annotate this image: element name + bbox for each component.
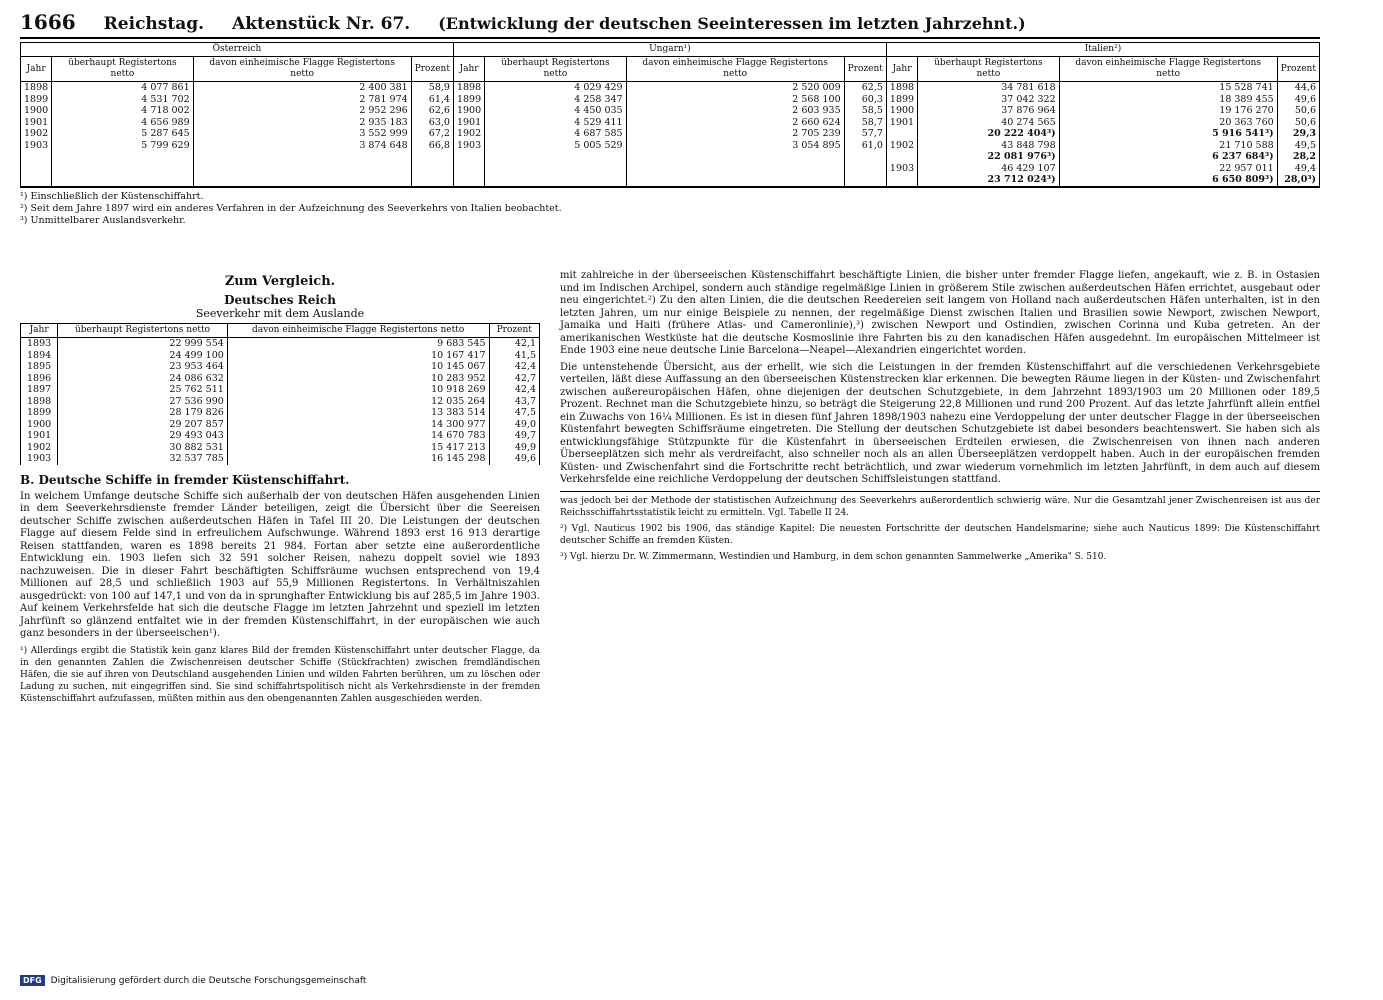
table-row (21, 350, 540, 362)
table-cell-hungary (453, 174, 484, 187)
table-cell: 1897 (21, 384, 58, 396)
table-cell: 15 417 213 (227, 442, 489, 454)
table-cell-italy: 6 650 809³) (1059, 174, 1277, 187)
table-row (21, 453, 540, 465)
table-cell: 12 035 264 (227, 396, 489, 408)
table-cell-austria: 4 718 002 (52, 105, 193, 117)
table-cell-austria: 67,2 (411, 128, 453, 140)
col-total: überhaupt Registertons netto (485, 57, 626, 82)
table-cell-austria (21, 151, 52, 163)
table-cell-hungary: 4 029 429 (485, 82, 626, 94)
footnote: ¹) Einschließlich der Küstenschiffahrt. (20, 190, 204, 202)
table-cell-italy: 37 876 964 (918, 105, 1060, 117)
table-cell-italy (886, 151, 917, 163)
col-total: überhaupt Registertons netto (58, 324, 228, 338)
table-row (21, 361, 540, 373)
table-body (21, 338, 540, 465)
table-cell-italy: 20 363 760 (1059, 117, 1277, 129)
table-cell: 1901 (21, 430, 58, 442)
table-cell-austria: 1899 (21, 94, 52, 106)
col-domestic: davon einheimische Flagge Registertons netto (227, 324, 489, 338)
table-cell-austria: 58,9 (411, 82, 453, 94)
table-cell-hungary (626, 174, 844, 187)
table-cell: 49,6 (489, 453, 539, 465)
table-cell: 49,9 (489, 442, 539, 454)
table-cell-hungary: 57,7 (844, 128, 886, 140)
table-cell-hungary (485, 174, 626, 187)
table-cell-hungary: 2 568 100 (626, 94, 844, 106)
deutsches-reich-subheading: Seeverkehr mit dem Auslande (195, 307, 365, 320)
col-percent: Prozent (844, 57, 886, 82)
table-cell-austria (411, 174, 453, 187)
table-cell-austria: 1898 (21, 82, 52, 94)
table-row (21, 82, 1320, 94)
table-cell: 1896 (21, 373, 58, 385)
table-cell: 32 537 785 (58, 453, 228, 465)
table-cell-italy: 22 957 011 (1059, 163, 1277, 175)
table-row (21, 338, 540, 350)
col-percent: Prozent (489, 324, 539, 338)
table-seeverkehr-ausland (20, 42, 1320, 227)
table-cell-hungary (844, 163, 886, 175)
table-cell-italy: 1900 (886, 105, 917, 117)
table-cell-hungary: 1903 (453, 140, 484, 152)
table-cell-italy: 50,6 (1277, 117, 1319, 129)
table-cell-italy: 22 081 976³) (918, 151, 1060, 163)
col-domestic: davon einheimische Flagge Registertons netto (1059, 57, 1277, 82)
table-cell: 43,7 (489, 396, 539, 408)
table-cell-italy: 46 429 107 (918, 163, 1060, 175)
table-cell-hungary: 58,5 (844, 105, 886, 117)
table-cell: 16 145 298 (227, 453, 489, 465)
table-body (21, 82, 1320, 187)
table-cell-austria: 61,4 (411, 94, 453, 106)
table-cell: 29 493 043 (58, 430, 228, 442)
section-b-paragraph: In welchem Umfange deutsche Schiffe sich außerhalb der von deutschen Häfen ausgehenden Linien in dem Seeverkehrsdienste fremder Länder beteiligen, zeigt die Übersicht über die Seereisen deutscher Schiffe zwischen außerdeutschen Häfen in Tafel III 20. Die Leistungen der deutschen Flagge auf diesem Felde sind in erfreulichem Aufschwunge. Während 1893 erst 16 913 derartige Reisen stattfanden, waren es 1898 bereits 21 984. Fortan aber setzte eine außerordentliche Entwicklung ein. 1903 liefen sich 32 591 solcher Reisen, nahezu doppelt soviel wie 1893 nachzuweisen. Die in dieser Fahrt beschäftigten Schiffsräume wuchsen entsprechend von 19,4 Millionen auf 28,5 und schließlich 1903 auf 55,9 Millionen Registertons. In Verhältniszahlen ausgedrückt: von 100 auf 147,1 und von da in sprunghafter Entwicklung bis auf 285,5 im Jahre 1903. Auf keinem Verkehrsfelde hat sich die deutsche Flagge im letzten Jahrzehnt und speziell im letzten Jahrfünft so glänzend entfaltet wie in der fremden Küstenschiffahrt, in der europäischen wie auch ganz besonders in der überseeischen¹). (20, 490, 540, 639)
page-header (20, 10, 1320, 39)
table-cell-austria: 4 656 989 (52, 117, 193, 129)
table-cell-austria: 5 799 629 (52, 140, 193, 152)
section-label: Reichstag. (103, 14, 205, 34)
table-cell-austria (52, 151, 193, 163)
table-cell: 42,1 (489, 338, 539, 350)
table-cell: 47,5 (489, 407, 539, 419)
table-cell-italy: 29,3 (1277, 128, 1319, 140)
table-cell-italy: 50,6 (1277, 105, 1319, 117)
table-cell-italy: 19 176 270 (1059, 105, 1277, 117)
table-row (21, 140, 1320, 152)
table-cell-italy: 15 528 741 (1059, 82, 1277, 94)
digitization-credit (20, 975, 366, 986)
table-cell-hungary: 2 520 009 (626, 82, 844, 94)
table-cell-austria: 3 874 648 (193, 140, 411, 152)
table-cell-hungary (844, 151, 886, 163)
table-cell-italy: 18 389 455 (1059, 94, 1277, 106)
table-cell-hungary: 4 529 411 (485, 117, 626, 129)
table-row (21, 151, 1320, 163)
table-cell-austria (193, 174, 411, 187)
table-cell-italy: 49,4 (1277, 163, 1319, 175)
table-cell: 22 999 554 (58, 338, 228, 350)
footnote: ²) Seit dem Jahre 1897 wird ein anderes Verfahren in der Aufzeichnung des Seeverkehrs von Italien beobachtet. (20, 202, 562, 214)
text-column (560, 270, 1320, 567)
dfg-logo: DFG (20, 975, 45, 986)
table-cell-hungary: 1898 (453, 82, 484, 94)
table-cell-austria: 63,0 (411, 117, 453, 129)
table-cell: 49,7 (489, 430, 539, 442)
table-cell: 27 536 990 (58, 396, 228, 408)
table-row (21, 396, 540, 408)
table-cell-italy: 23 712 024³) (918, 174, 1060, 187)
col-domestic: davon einheimische Flagge Registertons netto (626, 57, 844, 82)
table-cell: 25 762 511 (58, 384, 228, 396)
table-cell-italy (886, 128, 917, 140)
table-cell-italy: 6 237 684³) (1059, 151, 1277, 163)
table-cell-italy: 28,0³) (1277, 174, 1319, 187)
table-row (21, 94, 1320, 106)
paragraph: mit zahlreiche in der überseeischen Küstenschiffahrt beschäftigte Linien, die bisher unter fremder Flagge liefen, angekauft, wie z. B. in Ostasien und im Indischen Archipel, sondern auch ständige regelmäßige Linien in größerem Stile zwischen außerdeutschen Häfen errichtet, ausgebaut oder neu eingerichtet.²) Zu den alten Linien, die die deutschen Reedereien seit langem von Holland nach außerdeutschen Häfen unterhalten, ist in den letzten Jahren, um nur einige Beispiele zu nennen, der regelmäßige Dienst zwischen Italien und Brasilien sowie Newport, zwischen Newport, Jamaika und Haiti (frühere Atlas- und Cameronlinie),³) zwischen Newport und Ostindien, zwischen Corinna und Kuba getreten. An der amerikanischen Westküste hat die deutsche Kosmoslinie ihre Fahrten bis zu den kanadischen Häfen ausgedehnt. Im europäischen Mittelmeer ist Ende 1903 eine neue deutsche Linie Barcelona—Neapel—Alexandrien eingerichtet worden. (560, 270, 1320, 356)
paragraph: Die untenstehende Übersicht, aus der erhellt, wie sich die Leistungen in der fremden Küstenschiffahrt auf die verschiedenen Verkehrsgebiete verteilen, läßt diese Auffassung an den überseeischen Küstenstrecken klar erkennen. Die bewegten Räume liegen in der Küsten- und Zwischenfahrt zwischen außereuropäischen Häfen, ohne diejenigen der deutschen Schutzgebiete, in dem Jahrzehnt 1893/1903 um 20 Millionen oder 189,5 Prozent. Rechnet man die Schutzgebiete hinzu, so beträgt die Steigerung 22,8 Millionen und rund 200 Prozent. Auf das letzte Jahrfünft allein entfiel ein Zuwachs von 16¼ Millionen. Es ist in diesen fünf Jahren 1898/1903 nahezu eine Verdoppelung der unter deutscher Flagge in der überseeischen Küstenfahrt bewegten Schiffsräume eingetreten. Die Stellung der deutschen Schutzgebiete ist dabei besonders beachtenswert. Sie haben sich als entwicklungsfähige Stützpunkte für die Küstenfahrt in überseeischen Erdteilen erwiesen, die Zwischenreisen von ihnen nach anderen Überseeplätzen sich mehr als verdreifacht, also schneller noch als an allen Überseeplätzen verdoppelt haben. Auch in der europäischen fremden Küsten- und Zwischenfahrt sind die Fortschritte recht beträchtlich, und zwar wiederum vornehmlich im letzten Jahrfünft, in dem auch auf diesem Verkehrsfelde eine reichliche Verdoppelung der deutschen Schiffsleistungen stattfand. (560, 361, 1320, 485)
table-cell: 24 499 100 (58, 350, 228, 362)
table-cell-austria (52, 174, 193, 187)
table-cell: 42,4 (489, 384, 539, 396)
table-cell-hungary: 5 005 529 (485, 140, 626, 152)
table-cell: 23 953 464 (58, 361, 228, 373)
table-cell: 10 283 952 (227, 373, 489, 385)
table-cell: 14 300 977 (227, 419, 489, 431)
table-cell-austria: 1900 (21, 105, 52, 117)
table-cell-hungary (844, 174, 886, 187)
table-cell-austria (411, 163, 453, 175)
table-cell: 1899 (21, 407, 58, 419)
table-cell-italy: 1903 (886, 163, 917, 175)
data-table (20, 42, 1320, 188)
table-cell-hungary (453, 163, 484, 175)
footnotes (560, 491, 1320, 563)
table-cell-italy: 1901 (886, 117, 917, 129)
table-cell-austria: 5 287 645 (52, 128, 193, 140)
table-cell-hungary: 2 705 239 (626, 128, 844, 140)
table-cell-hungary (626, 163, 844, 175)
table-cell: 41,5 (489, 350, 539, 362)
table-cell-hungary: 61,0 (844, 140, 886, 152)
table-cell: 10 167 417 (227, 350, 489, 362)
table-cell-austria (193, 163, 411, 175)
table-cell-austria: 1901 (21, 117, 52, 129)
group-header-hungary: Ungarn¹) (453, 43, 886, 57)
table-cell-italy: 44,6 (1277, 82, 1319, 94)
table-cell-austria (411, 151, 453, 163)
table-cell-austria: 4 077 861 (52, 82, 193, 94)
table-cell: 10 918 269 (227, 384, 489, 396)
table-cell-hungary (485, 151, 626, 163)
table-cell-hungary: 60,3 (844, 94, 886, 106)
table-cell: 29 207 857 (58, 419, 228, 431)
table-cell-italy: 21 710 588 (1059, 140, 1277, 152)
table-cell-hungary: 1901 (453, 117, 484, 129)
table-cell-italy (886, 174, 917, 187)
table-cell-austria (21, 163, 52, 175)
table-cell: 1902 (21, 442, 58, 454)
group-header-austria: Österreich (21, 43, 454, 57)
table-cell-austria: 62,6 (411, 105, 453, 117)
table-cell-hungary: 4 258 347 (485, 94, 626, 106)
table-cell-hungary: 1899 (453, 94, 484, 106)
table-cell-austria: 2 781 974 (193, 94, 411, 106)
table-cell-hungary: 62,5 (844, 82, 886, 94)
footnote: ³) Unmittelbarer Auslandsverkehr. (20, 214, 186, 226)
table-cell: 49,0 (489, 419, 539, 431)
table-cell-italy: 1902 (886, 140, 917, 152)
table-cell-austria: 66,8 (411, 140, 453, 152)
table-row (21, 373, 540, 385)
table-cell-hungary: 2 603 935 (626, 105, 844, 117)
table-cell-hungary: 1902 (453, 128, 484, 140)
table-cell-hungary: 58,7 (844, 117, 886, 129)
page-number: 1666 (20, 10, 76, 34)
table-row (21, 384, 540, 396)
table-cell-hungary (485, 163, 626, 175)
table-cell-austria (21, 174, 52, 187)
table-cell-italy: 43 848 798 (918, 140, 1060, 152)
vergleich-heading: Zum Vergleich. (224, 274, 336, 289)
table-cell-hungary: 2 660 624 (626, 117, 844, 129)
table-row (21, 419, 540, 431)
col-total: überhaupt Registertons netto (52, 57, 193, 82)
table-cell-austria: 1902 (21, 128, 52, 140)
table-footnotes (20, 191, 1320, 227)
table-cell-italy: 40 274 565 (918, 117, 1060, 129)
col-year: Jahr (886, 57, 917, 82)
table-row (21, 128, 1320, 140)
col-year: Jahr (453, 57, 484, 82)
table-cell-austria: 4 531 702 (52, 94, 193, 106)
table-cell-hungary (626, 151, 844, 163)
deutsches-reich-table (20, 323, 540, 465)
table-cell-italy: 37 042 322 (918, 94, 1060, 106)
table-cell: 1900 (21, 419, 58, 431)
table-row (21, 430, 540, 442)
table-cell-hungary: 1900 (453, 105, 484, 117)
footnote: ³) Vgl. hierzu Dr. W. Zimmermann, Westindien und Hamburg, in dem schon genannten Sammelwerke „Amerika" S. 510. (560, 551, 1107, 562)
col-year: Jahr (21, 57, 52, 82)
table-row (21, 163, 1320, 175)
table-cell: 24 086 632 (58, 373, 228, 385)
col-percent: Prozent (411, 57, 453, 82)
table-cell: 1894 (21, 350, 58, 362)
footnote: was jedoch bei der Methode der statistischen Aufzeichnung des Seeverkehrs außerordentlich schwierig wäre. Nur die Gesamtzahl jener Zwischenreisen ist aus der Reichsschiffahrtsstatistik leicht zu ermitteln. Vgl. Tabelle II 24. (560, 495, 1320, 518)
document-number: Aktenstück Nr. 67. (232, 14, 411, 34)
table-cell-austria: 2 952 296 (193, 105, 411, 117)
table-cell: 10 145 067 (227, 361, 489, 373)
table-cell: 28 179 826 (58, 407, 228, 419)
table-cell-austria: 1903 (21, 140, 52, 152)
table-row (21, 442, 540, 454)
table-cell-italy: 1899 (886, 94, 917, 106)
comparison-section (20, 270, 540, 709)
table-cell-austria: 3 552 999 (193, 128, 411, 140)
table-row (21, 117, 1320, 129)
table-cell-italy: 34 781 618 (918, 82, 1060, 94)
table-cell: 42,7 (489, 373, 539, 385)
table-cell-hungary (453, 151, 484, 163)
table-cell-austria: 2 935 183 (193, 117, 411, 129)
credit-text: Digitalisierung gefördert durch die Deutsche Forschungsgemeinschaft (50, 975, 367, 986)
table-row (21, 407, 540, 419)
table-row (21, 105, 1320, 117)
table-cell-italy: 1898 (886, 82, 917, 94)
table-cell-italy: 5 916 541³) (1059, 128, 1277, 140)
table-cell: 1893 (21, 338, 58, 350)
table-cell: 9 683 545 (227, 338, 489, 350)
table-cell-italy: 49,5 (1277, 140, 1319, 152)
table-cell-austria (52, 163, 193, 175)
table-cell-italy: 28,2 (1277, 151, 1319, 163)
section-b-footnote: ¹) Allerdings ergibt die Statistik kein ganz klares Bild der fremden Küstenschiffahrt unter deutscher Flagge, da in den genannten Zahlen die Zwischenreisen deutscher Schiffe (Stückfrachten) zwischen fremdländischen Häfen, die sie auf ihren von Deutschland ausgehenden Linien und wilden Fahrten berühren, um zu löschen oder Ladung zu suchen, mit eingegriffen sind. Sie sind schiffahrtspolitisch nicht als Verkehrsdienste in der fremden Küstenschiffahrt aufzufassen, müßten mithin aus den obengenannten Zahlen ausgeschieden werden. (20, 645, 540, 704)
table-cell-hungary: 4 450 035 (485, 105, 626, 117)
table-cell: 1903 (21, 453, 58, 465)
table-row (21, 174, 1320, 187)
table-cell-hungary: 4 687 585 (485, 128, 626, 140)
group-header-italy: Italien²) (886, 43, 1319, 57)
footnote: ²) Vgl. Nauticus 1902 bis 1906, das ständige Kapitel: Die neuesten Fortschritte der deutschen Handelsmarine; siehe auch Nauticus 1899: Die Küstenschiffahrt deutscher Schiffe an fremden Küsten. (560, 523, 1320, 546)
table-cell: 42,4 (489, 361, 539, 373)
table-cell-austria (193, 151, 411, 163)
section-b-title: B. Deutsche Schiffe in fremder Küstenschiffahrt. (20, 472, 350, 487)
table-cell: 1898 (21, 396, 58, 408)
col-domestic: davon einheimische Flagge Registertons netto (193, 57, 411, 82)
col-year: Jahr (21, 324, 58, 338)
table-cell: 13 383 514 (227, 407, 489, 419)
table-cell: 14 670 783 (227, 430, 489, 442)
table-cell: 30 882 531 (58, 442, 228, 454)
table-cell-italy: 49,6 (1277, 94, 1319, 106)
deutsches-reich-heading: Deutsches Reich (224, 293, 336, 307)
col-percent: Prozent (1277, 57, 1319, 82)
table-cell-italy: 20 222 404³) (918, 128, 1060, 140)
col-total: überhaupt Registertons netto (918, 57, 1060, 82)
table-cell-hungary: 3 054 895 (626, 140, 844, 152)
page-title: (Entwicklung der deutschen Seeinteressen im letzten Jahrzehnt.) (438, 14, 1026, 33)
table-cell: 1895 (21, 361, 58, 373)
table-cell-austria: 2 400 381 (193, 82, 411, 94)
